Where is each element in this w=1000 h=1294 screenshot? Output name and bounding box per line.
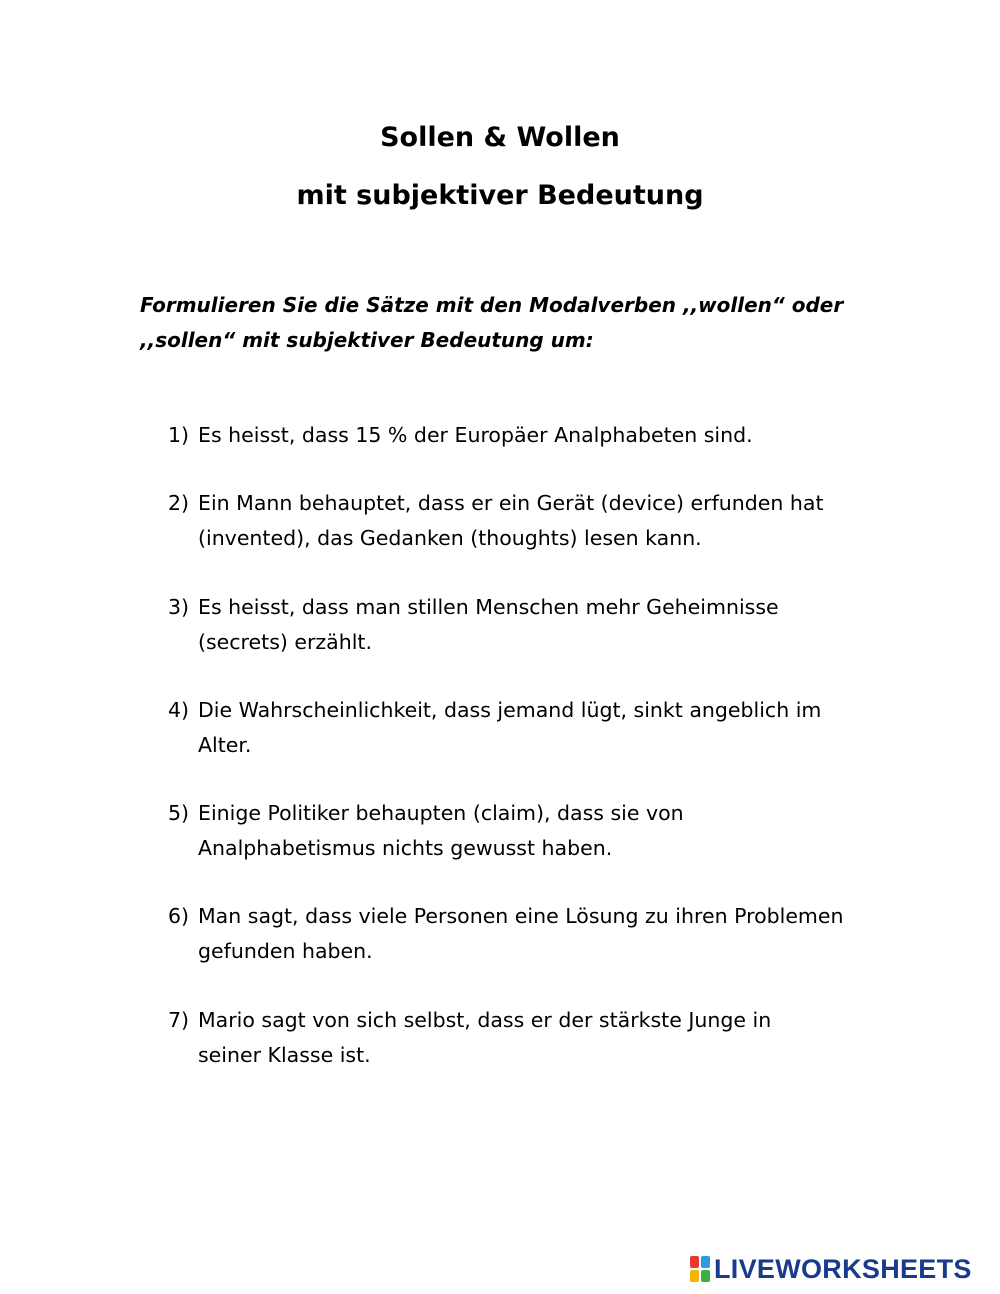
liveworksheets-logo-text: LIVEWORKSHEETS <box>714 1253 972 1284</box>
list-item-7 <box>168 1003 888 1073</box>
item-text-line: Einige Politiker behaupten (claim), dass sie von <box>198 801 684 825</box>
item-number: 5) <box>168 801 190 825</box>
liveworksheets-watermark <box>690 1251 972 1287</box>
item-number: 2) <box>168 491 190 515</box>
item-text-line: Analphabetismus nichts gewusst haben. <box>198 836 613 860</box>
instruction-text <box>140 288 880 358</box>
item-text-line: (secrets) erzählt. <box>198 630 372 654</box>
list-item-4 <box>168 693 888 763</box>
item-text-line: Ein Mann behauptet, dass er ein Gerät (device) erfunden hat <box>198 491 824 515</box>
item-text-line: Es heisst, dass man stillen Menschen mehr Geheimnisse <box>198 595 779 619</box>
item-text-line: Alter. <box>198 733 252 757</box>
item-number: 3) <box>168 595 190 619</box>
item-text-line: Mario sagt von sich selbst, dass er der stärkste Junge in <box>198 1008 772 1032</box>
instruction-line-2: ,,sollen“ mit subjektiver Bedeutung um: <box>140 328 594 352</box>
item-text-line: Die Wahrscheinlichkeit, dass jemand lügt, sinkt angeblich im <box>198 698 822 722</box>
list-item-3 <box>168 590 888 660</box>
item-text-line: seiner Klasse ist. <box>198 1043 371 1067</box>
list-item-5 <box>168 796 888 866</box>
list-item-2 <box>168 486 888 556</box>
item-number: 7) <box>168 1008 190 1032</box>
item-text-line: Man sagt, dass viele Personen eine Lösung zu ihren Problemen <box>198 904 844 928</box>
instruction-line-1: Formulieren Sie die Sätze mit den Modalverben ,,wollen“ oder <box>140 293 844 317</box>
liveworksheets-logo-icon <box>690 1256 710 1282</box>
item-number: 4) <box>168 698 190 722</box>
list-item-6 <box>168 899 888 969</box>
page-title-line-1: Sollen & Wollen <box>380 122 620 153</box>
list-item-1 <box>168 418 888 453</box>
item-number: 1) <box>168 423 190 447</box>
page-title-line-2: mit subjektiver Bedeutung <box>296 180 704 211</box>
item-text-line: (invented), das Gedanken (thoughts) lesen kann. <box>198 526 702 550</box>
item-text-line: gefunden haben. <box>198 939 373 963</box>
item-text-line: Es heisst, dass 15 % der Europäer Analphabeten sind. <box>198 423 753 447</box>
item-number: 6) <box>168 904 190 928</box>
